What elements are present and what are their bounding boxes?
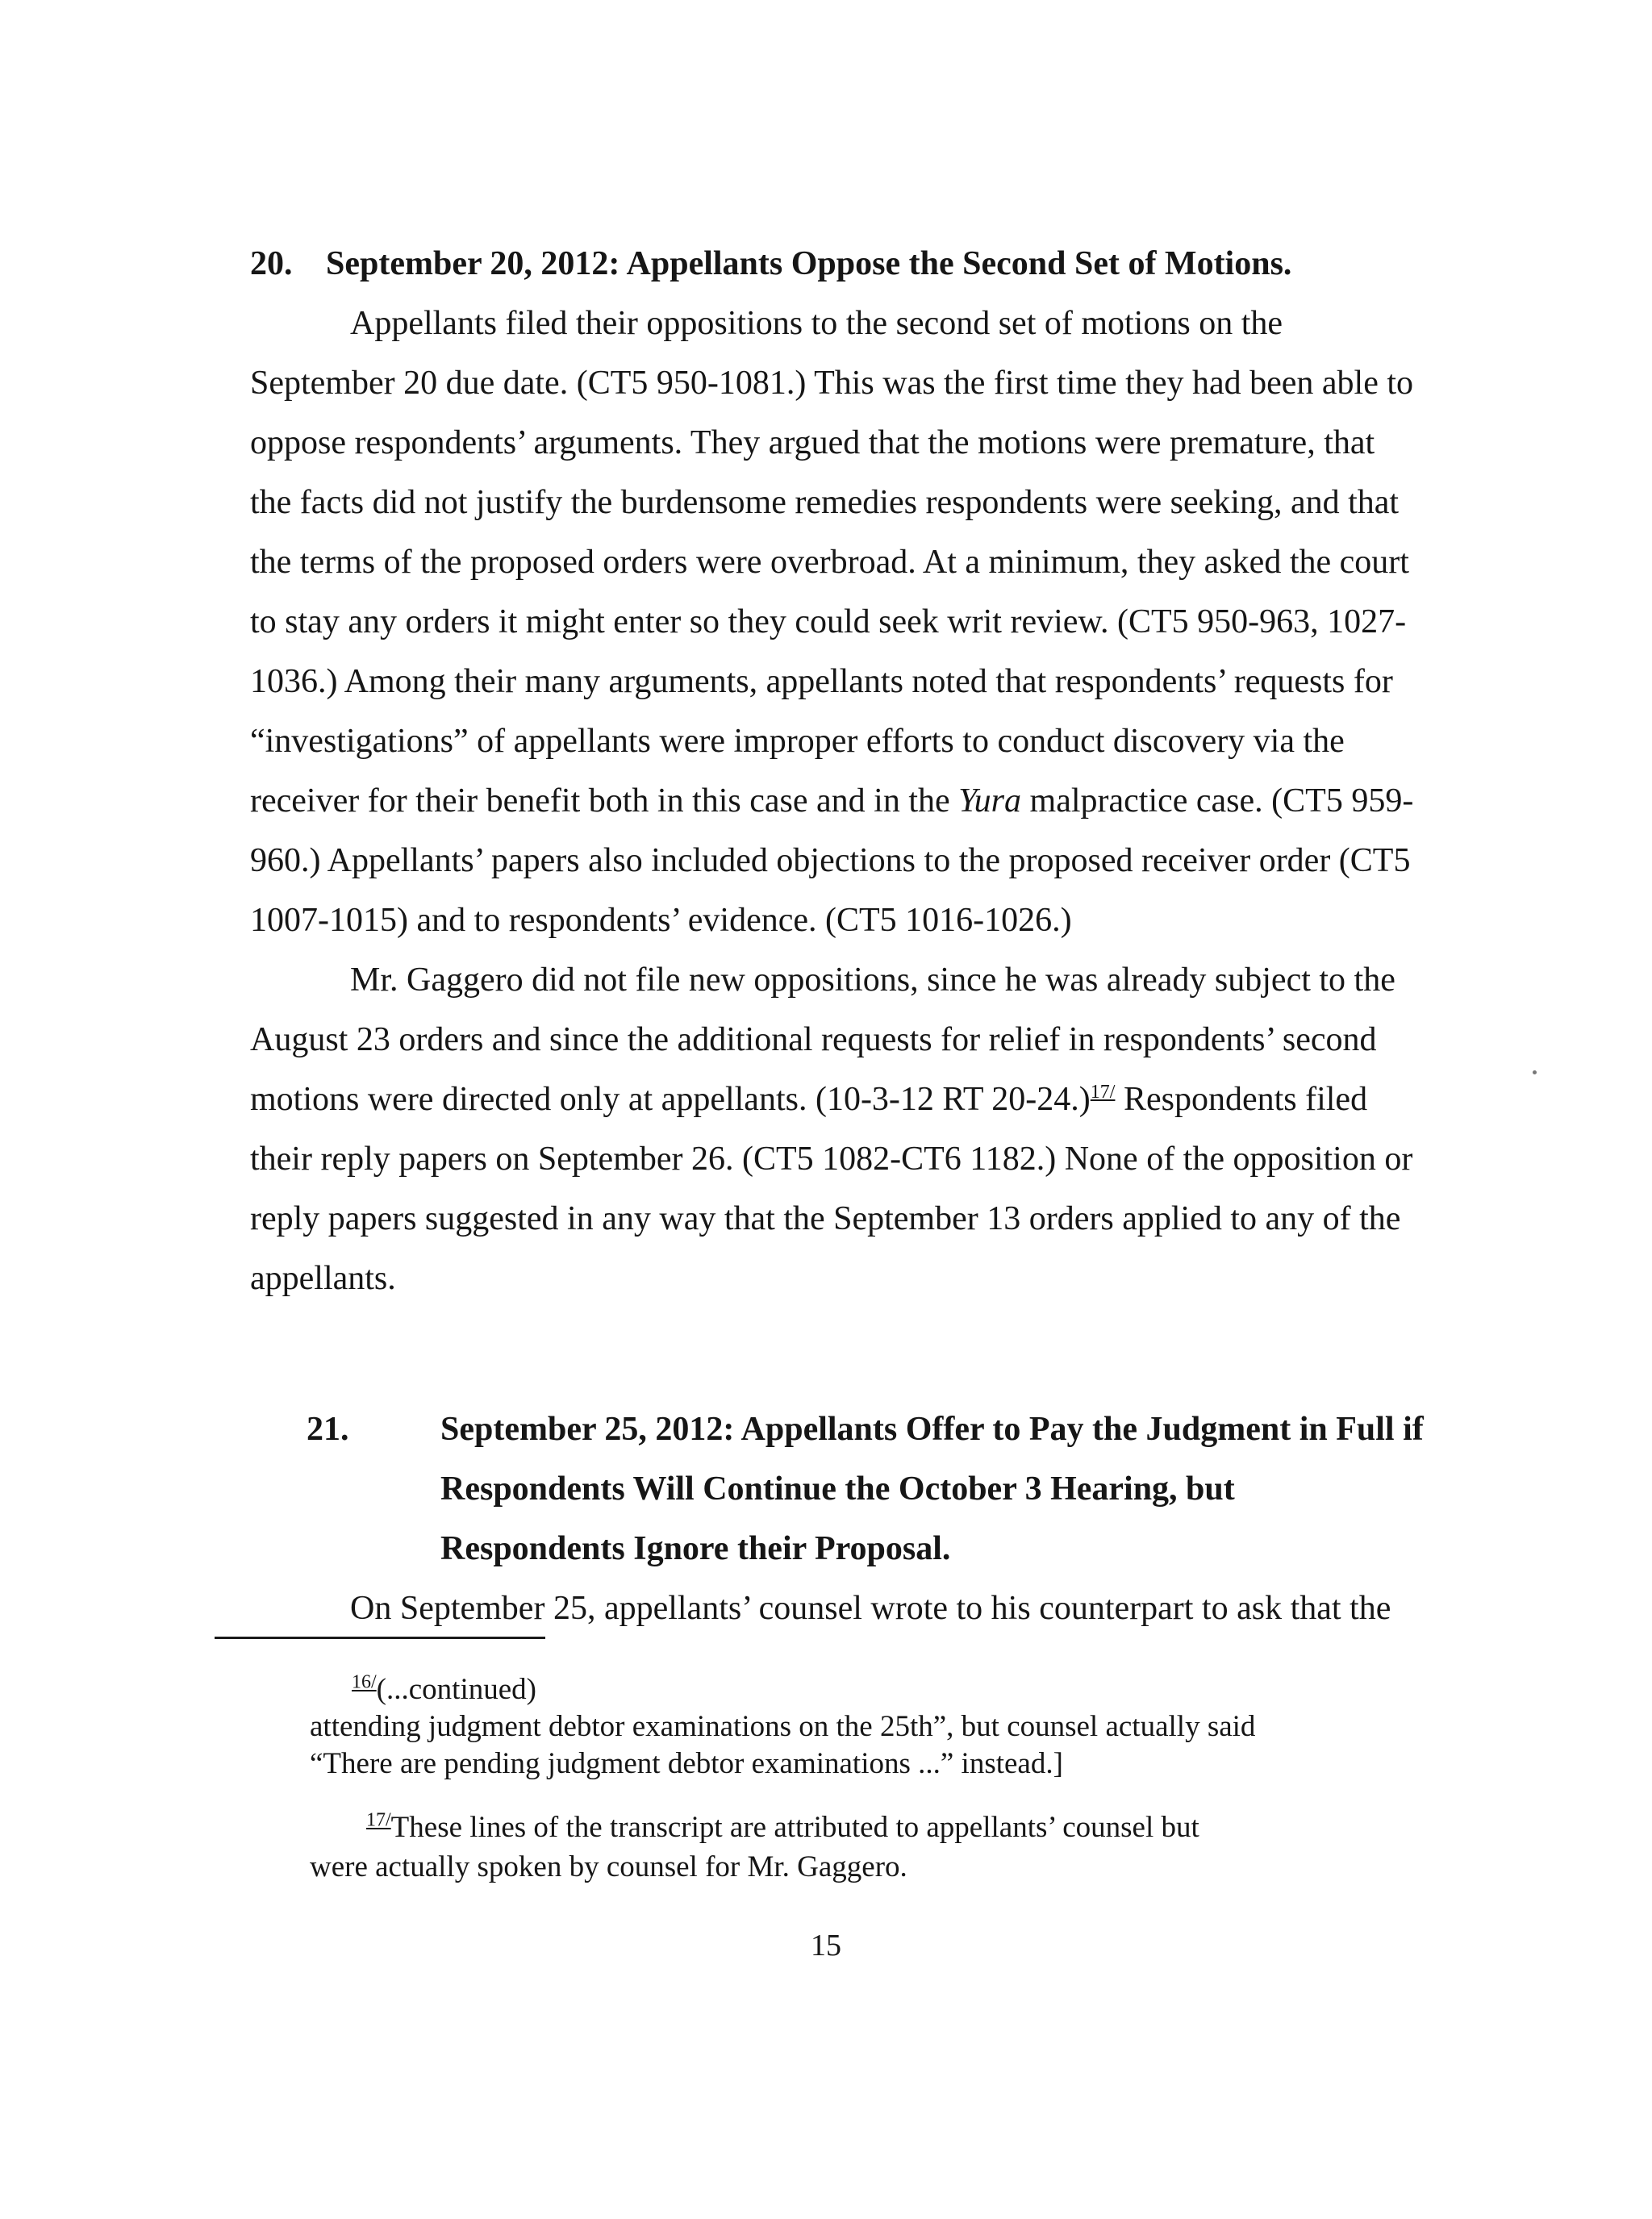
- section-20-title: September 20, 2012: Appellants Oppose the Second Set of Motions.: [326, 245, 1292, 282]
- case-name-yura: Yura: [958, 782, 1022, 820]
- footnote-17-line: were actually spoken by counsel for Mr. Gaggero.: [310, 1850, 907, 1883]
- text-run: (...continued): [376, 1673, 536, 1706]
- section-21-title-line: September 25, 2012: Appellants Offer to Pay the Judgment in Full if: [440, 1411, 1424, 1448]
- paragraph-line: [250, 1070, 1412, 1129]
- text-run: malpractice case. (CT5 959-: [1021, 782, 1414, 820]
- footnote-17-marker: 17/: [366, 1809, 391, 1831]
- paragraph-line: 960.) Appellants’ papers also included objections to the proposed receiver order (CT5: [250, 842, 1411, 879]
- paragraph-line: to stay any orders it might enter so they could seek writ review. (CT5 950-963, 1027-: [250, 603, 1407, 640]
- section-21-heading: [307, 1399, 1436, 1579]
- paragraph-line: 1036.) Among their many arguments, appellants noted that respondents’ requests for: [250, 663, 1393, 700]
- paragraph-line: 1007-1015) and to respondents’ evidence. (CT5 1016-1026.): [250, 902, 1072, 939]
- text-run: Respondents filed: [1115, 1081, 1368, 1118]
- footnote-separator: [215, 1637, 545, 1639]
- paragraph-line: reply papers suggested in any way that the September 13 orders applied to any of the: [250, 1200, 1401, 1237]
- paragraph-line: [250, 771, 1412, 831]
- footnote-17-line: [366, 1808, 1199, 1847]
- text-run: These lines of the transcript are attributed to appellants’ counsel but: [390, 1811, 1199, 1844]
- page-number: 15: [811, 1929, 841, 1962]
- paragraph-line: Appellants filed their oppositions to the second set of motions on the: [350, 305, 1283, 342]
- section-21-title-line: Respondents Will Continue the October 3 Hearing, but: [440, 1470, 1235, 1508]
- paragraph-line: August 23 orders and since the additional requests for relief in respondents’ second: [250, 1021, 1377, 1058]
- footnote-16-marker: 16/: [352, 1671, 377, 1693]
- paragraph-line: Mr. Gaggero did not file new oppositions, since he was already subject to the: [350, 961, 1395, 999]
- paragraph-line: oppose respondents’ arguments. They argued that the motions were premature, that: [250, 424, 1375, 461]
- footnote-16-line: attending judgment debtor examinations on the 25th”, but counsel actually said: [310, 1710, 1256, 1743]
- paragraph-line: the facts did not justify the burdensome remedies respondents were seeking, and that: [250, 484, 1400, 521]
- paragraph-line: “investigations” of appellants were improper efforts to conduct discovery via the: [250, 723, 1345, 760]
- paragraph-line: On September 25, appellants’ counsel wrote to his counterpart to ask that the: [350, 1590, 1391, 1627]
- section-21-body: [250, 1579, 1412, 1638]
- paragraph-line: the terms of the proposed orders were overbroad. At a minimum, they asked the court: [250, 544, 1409, 581]
- footnote-17-reference[interactable]: 17/: [1090, 1082, 1116, 1103]
- paragraph-line: their reply papers on September 26. (CT5 1082-CT6 1182.) None of the opposition or: [250, 1141, 1413, 1178]
- footnote-16-line: “There are pending judgment debtor examinations ...” instead.]: [310, 1747, 1063, 1780]
- paragraph-line: September 20 due date. (CT5 950-1081.) This was the first time they had been able to: [250, 365, 1414, 402]
- text-run: receiver for their benefit both in this case and in the: [250, 782, 959, 820]
- section-20-number: 20.: [250, 245, 293, 282]
- footnote-16-continued: [352, 1670, 536, 1709]
- section-21-number: 21.: [307, 1411, 349, 1448]
- paragraph-line: appellants.: [250, 1260, 396, 1297]
- scan-speck: [1533, 1070, 1537, 1074]
- text-run: motions were directed only at appellants. (10-3-12 RT 20-24.): [250, 1081, 1091, 1118]
- section-20-body: [250, 294, 1412, 1308]
- section-21-title-line: Respondents Ignore their Proposal.: [440, 1530, 951, 1567]
